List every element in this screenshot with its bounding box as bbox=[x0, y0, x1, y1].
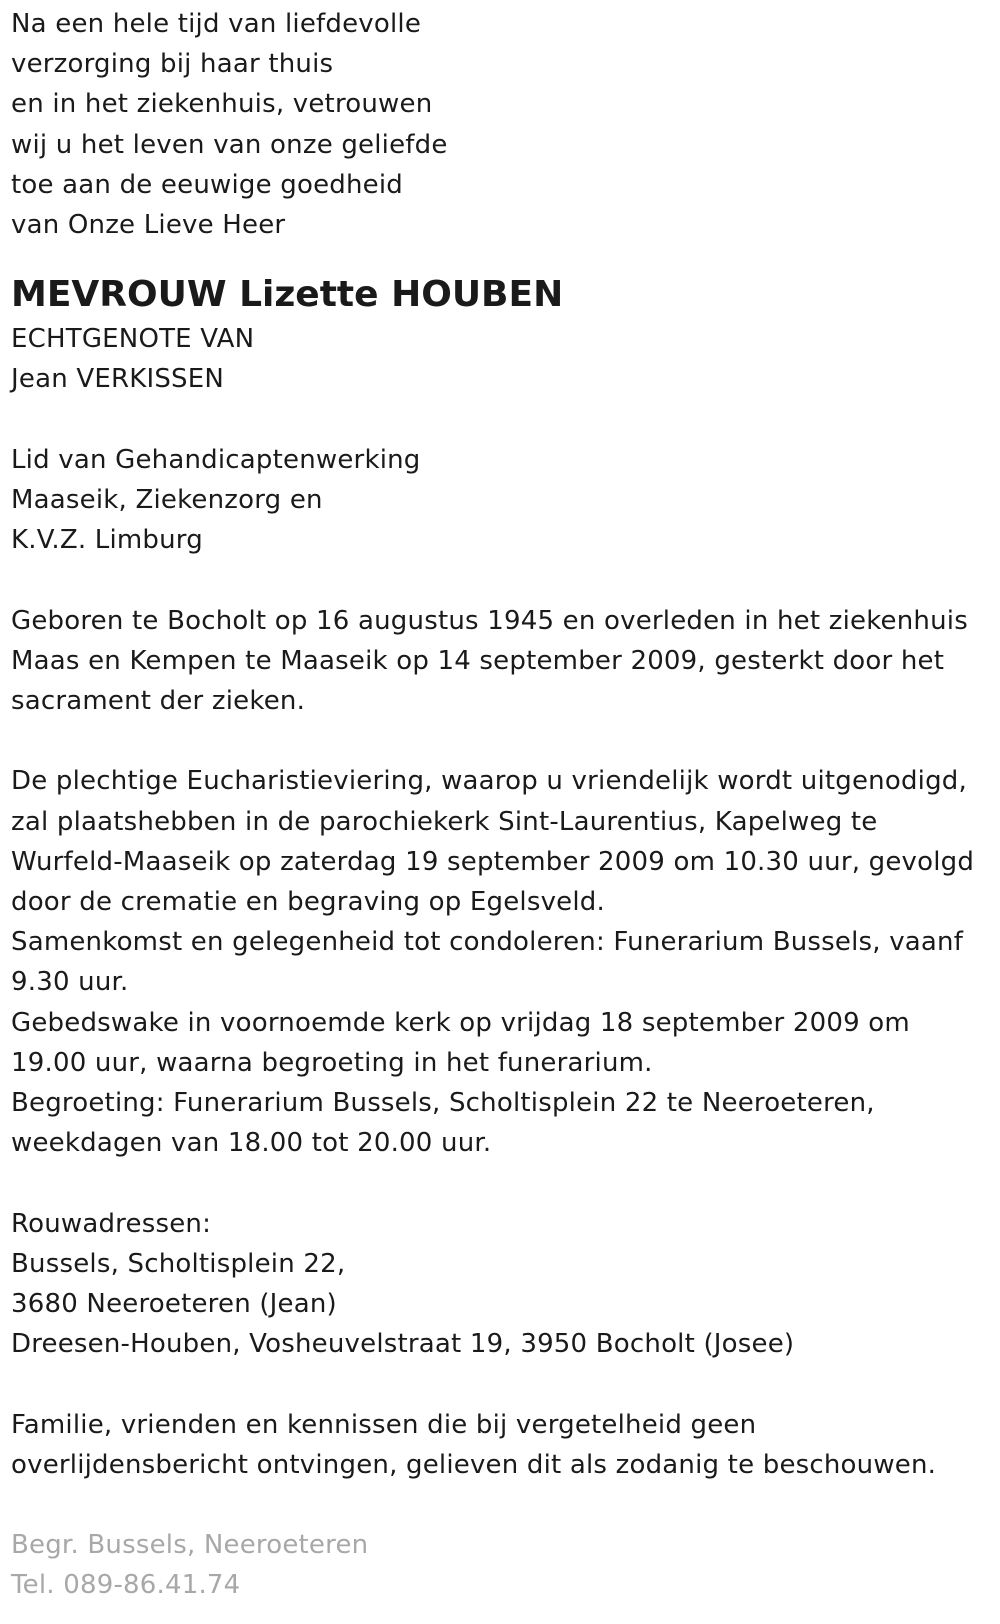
intro-line: toe aan de eeuwige goedheid bbox=[11, 169, 403, 200]
address-heading: Rouwadressen: bbox=[11, 1208, 212, 1239]
birth-death-line: Geboren te Bocholt op 16 augustus 1945 en overleden in het ziekenhuis bbox=[11, 605, 968, 636]
memberships bbox=[11, 440, 1000, 561]
intro-text bbox=[11, 4, 1000, 245]
mourning-addresses bbox=[11, 1204, 1000, 1365]
funeral-home-phone: Tel. 089-86.41.74 bbox=[11, 1570, 241, 1601]
ceremony-line: weekdagen van 18.00 tot 20.00 uur. bbox=[11, 1128, 492, 1159]
relation-label: ECHTGENOTE VAN bbox=[11, 324, 255, 355]
closing-line: overlijdensbericht ontvingen, gelieven dit als zodanig te beschouwen. bbox=[11, 1449, 937, 1480]
intro-line: verzorging bij haar thuis bbox=[11, 49, 334, 80]
spacer bbox=[11, 560, 1000, 600]
spacer bbox=[11, 400, 1000, 440]
spouse-name: Jean VERKISSEN bbox=[11, 364, 225, 395]
birth-death-line: Maas en Kempen te Maaseik op 14 september 2009, gesterkt door het bbox=[11, 645, 945, 676]
ceremony-line: zal plaatshebben in de parochiekerk Sint-Laurentius, Kapelweg te bbox=[11, 806, 878, 837]
ceremony-paragraph bbox=[11, 761, 1000, 1163]
funeral-home-name: Begr. Bussels, Neeroeteren bbox=[11, 1530, 369, 1561]
membership-line: Lid van Gehandicaptenwerking bbox=[11, 444, 421, 475]
birth-death-paragraph bbox=[11, 601, 1000, 722]
ceremony-line: Gebedswake in voornoemde kerk op vrijdag 18 september 2009 om bbox=[11, 1007, 910, 1038]
address-line: Dreesen-Houben, Vosheuvelstraat 19, 3950 Bocholt (Josee) bbox=[11, 1329, 795, 1360]
address-line: 3680 Neeroeteren (Jean) bbox=[11, 1289, 337, 1320]
deceased-name: MEVROUW Lizette HOUBEN bbox=[11, 274, 564, 316]
spacer bbox=[11, 1163, 1000, 1203]
ceremony-line: Wurfeld-Maaseik op zaterdag 19 september 2009 om 10.30 uur, gevolgd bbox=[11, 846, 975, 877]
ceremony-line: De plechtige Eucharistieviering, waarop u vriendelijk wordt uitgenodigd, bbox=[11, 766, 967, 797]
ceremony-line: Samenkomst en gelegenheid tot condoleren: Funerarium Bussels, vaanf bbox=[11, 927, 964, 958]
ceremony-line: Begroeting: Funerarium Bussels, Scholtisplein 22 te Neeroeteren, bbox=[11, 1088, 875, 1119]
address-line: Bussels, Scholtisplein 22, bbox=[11, 1248, 346, 1279]
ceremony-line: door de crematie en begraving op Egelsveld. bbox=[11, 887, 605, 918]
birth-death-line: sacrament der zieken. bbox=[11, 686, 306, 717]
membership-line: Maaseik, Ziekenzorg en bbox=[11, 485, 323, 516]
ceremony-line: 19.00 uur, waarna begroeting in het funerarium. bbox=[11, 1047, 653, 1078]
spacer bbox=[11, 1485, 1000, 1525]
closing-paragraph bbox=[11, 1405, 1000, 1485]
closing-line: Familie, vrienden en kennissen die bij vergetelheid geen bbox=[11, 1409, 757, 1440]
ceremony-line: 9.30 uur. bbox=[11, 967, 129, 998]
intro-line: wij u het leven van onze geliefde bbox=[11, 129, 448, 160]
intro-line: van Onze Lieve Heer bbox=[11, 210, 286, 241]
membership-line: K.V.Z. Limburg bbox=[11, 525, 203, 556]
spacer bbox=[11, 721, 1000, 761]
spouse-info bbox=[11, 319, 1000, 399]
intro-line: Na een hele tijd van liefdevolle bbox=[11, 9, 422, 39]
funeral-home-footer bbox=[11, 1525, 1000, 1605]
spacer bbox=[11, 1364, 1000, 1404]
intro-line: en in het ziekenhuis, vetrouwen bbox=[11, 89, 433, 120]
